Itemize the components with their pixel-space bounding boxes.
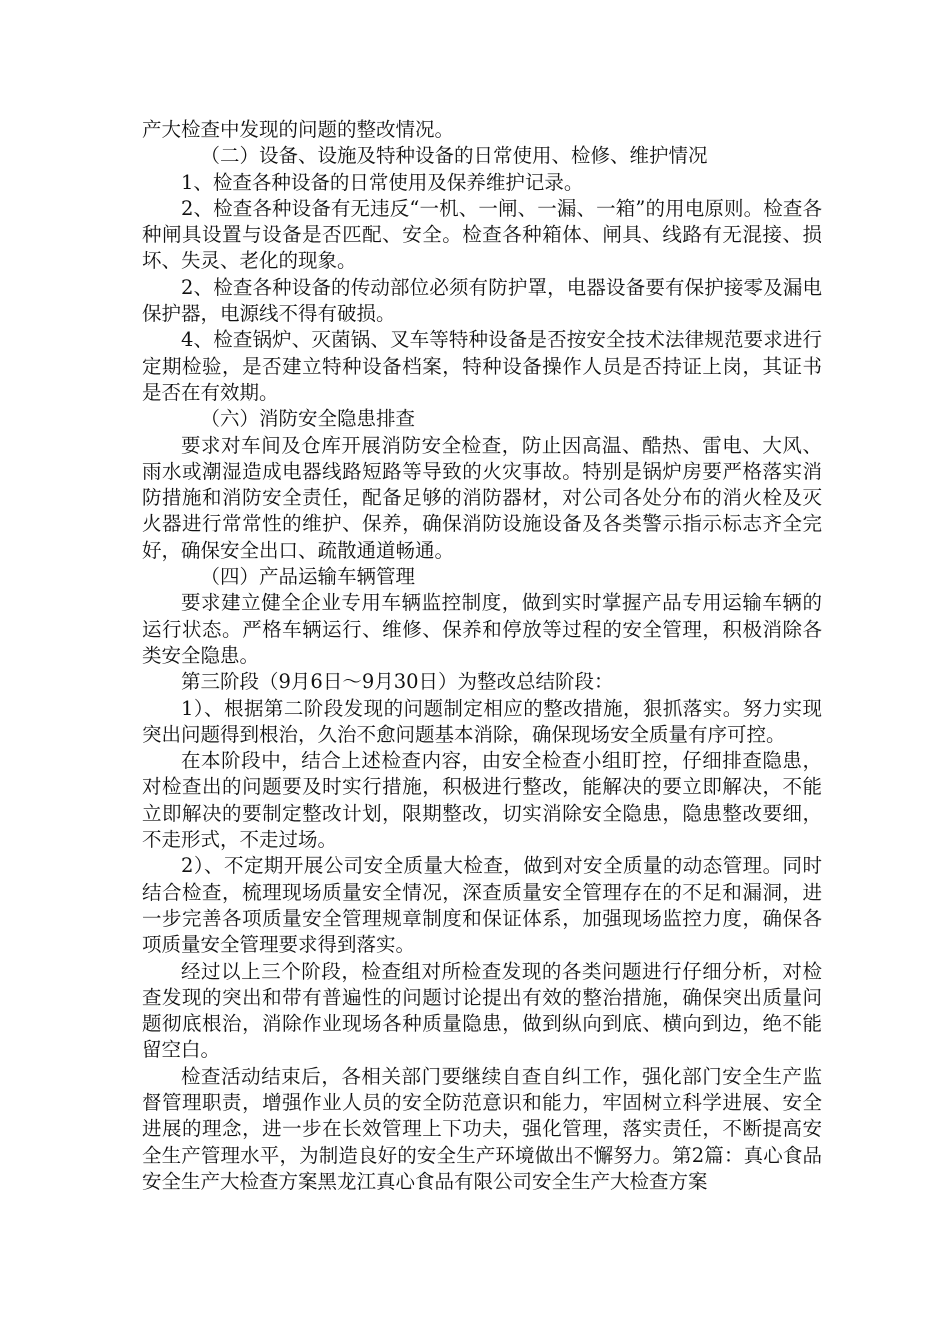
paragraph: 1）、根据第二阶段发现的问题制定相应的整改措施，狠抓落实。努力实现突出问题得到根治，久治不愈问题基本消除，确保现场安全质量有序可控。 <box>142 696 822 746</box>
paragraph: 4、检查锅炉、灭菌锅、叉车等特种设备是否按安全技术法律规范要求进行定期检验，是否建立特种设备档案，特种设备操作人员是否持证上岗，其证书是否在有效期。 <box>142 328 822 404</box>
section-heading: （六）消防安全隐患排查 <box>200 407 416 431</box>
paragraph: 产大检查中发现的问题的整改情况。 <box>142 118 455 141</box>
section-heading: （四）产品运输车辆管理 <box>200 565 416 589</box>
paragraph: 经过以上三个阶段，检查组对所检查发现的各类问题进行仔细分析，对检查发现的突出和带有普遍性的问题讨论提出有效的整治措施，确保突出质量问题彻底根治，消除作业现场各种质量隐患，做到纵向到底、横向到边，绝不能留空白。 <box>142 959 822 1062</box>
paragraph: 2、检查各种设备有无违反“一机、一闸、一漏、一箱”的用电原则。检查各种闸具设置与设备是否匹配、安全。检查各种箱体、闸具、线路有无混接、损坏、失灵、老化的现象。 <box>142 196 822 273</box>
paragraph: 要求建立健全企业专用车辆监控制度，做到实时掌握产品专用运输车辆的运行状态。严格车辆运行、维修、保养和停放等过程的安全管理，积极消除各类安全隐患。 <box>142 591 822 667</box>
paragraph: 2、检查各种设备的传动部位必须有防护罩，电器设备要有保护接零及漏电保护器，电源线不得有破损。 <box>142 275 822 326</box>
paragraph: 检查活动结束后，各相关部门要继续自查自纠工作，强化部门安全生产监督管理职责，增强作业人员的安全防范意识和能力，牢固树立科学进展、安全进展的理念，进一步在长效管理上下功夫，强化管理，落实责任，不断提高安全生产管理水平，为制造良好的安全生产环境做出不懈努力。第2篇：真心食品安全生产大检查方案黑龙江真心食品有限公司安全生产大检查方案 <box>142 1064 822 1193</box>
paragraph: 1、检查各种设备的日常使用及保养维护记录。 <box>181 170 584 194</box>
paragraph: 在本阶段中，结合上述检查内容，由安全检查小组盯控，仔细排查隐患，对检查出的问题要及时实行措施，积极进行整改，能解决的要立即解决，不能立即解决的要制定整改计划，限期整改，切实消除安全隐患，隐患整改要细，不走形式，不走过场。 <box>142 749 822 852</box>
section-heading: （二）设备、设施及特种设备的日常使用、检修、维护情况 <box>200 144 708 168</box>
paragraph: 要求对车间及仓库开展消防安全检查，防止因高温、酷热、雷电、大风、雨水或潮湿造成电器线路短路等导致的火灾事故。特别是锅炉房要严格落实消防措施和消防安全责任，配备足够的消防器材，对公司各处分布的消火栓及灭火器进行常常性的维护、保养，确保消防设施设备及各类警示指示标志齐全完好，确保安全出口、疏散通道畅通。 <box>142 433 822 562</box>
paragraph: 第三阶段（9月6日～9月30日）为整改总结阶段： <box>181 670 614 694</box>
document-page <box>142 117 822 1195</box>
paragraph: 2）、不定期开展公司安全质量大检查，做到对安全质量的动态管理。同时结合检查，梳理现场质量安全情况，深查质量安全管理存在的不足和漏洞，进一步完善各项质量安全管理规章制度和保证体系，加强现场监控力度，确保各项质量安全管理要求得到落实。 <box>142 854 822 957</box>
